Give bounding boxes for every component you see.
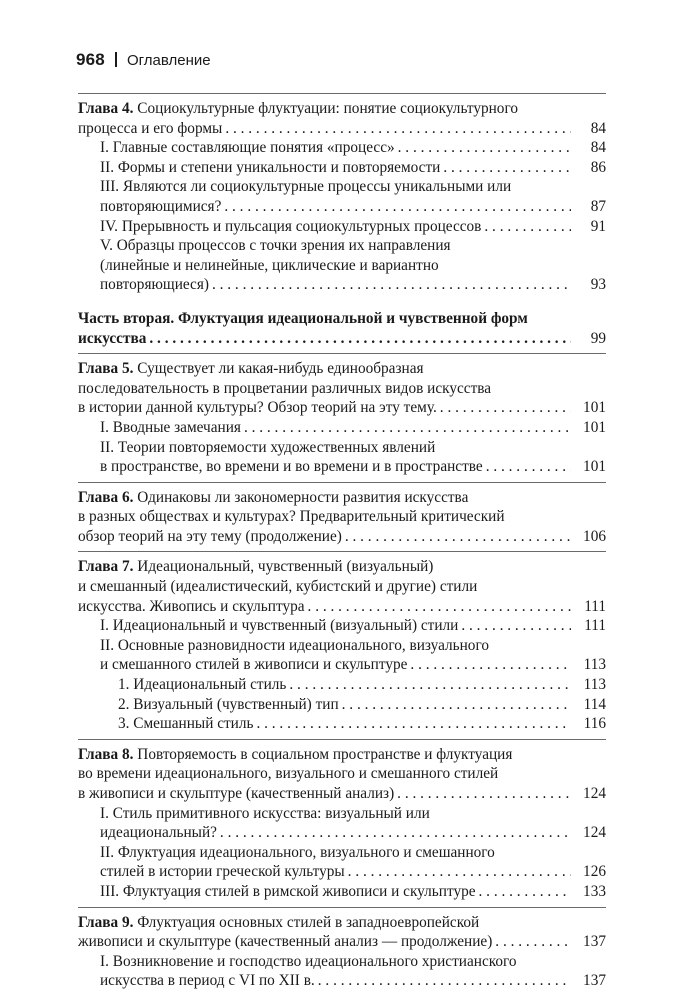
dot-leader (318, 971, 571, 991)
page-ref: 93 (590, 276, 606, 294)
page-ref: 101 (583, 399, 606, 417)
part-title-last[interactable] (78, 329, 606, 349)
entry-title: IV. Прерывность и пульсация социокультурных процессов (100, 217, 482, 235)
page-ref: 137 (583, 933, 606, 951)
chapter-title-last (78, 527, 606, 547)
page-ref: 113 (583, 676, 606, 694)
page-ref: 126 (583, 863, 606, 881)
dot-leader (479, 882, 571, 902)
chapter-title-last (78, 932, 606, 952)
table-of-contents (78, 88, 606, 991)
part-title-line: искусства (78, 329, 147, 347)
page-ref: 133 (583, 882, 606, 900)
chapter-title-line: и смешанный (идеалистический, кубистский и другие) стили (78, 578, 478, 596)
chapter-heading[interactable] (78, 488, 606, 508)
dot-leader (397, 784, 571, 804)
entry-title: в пространстве, во времени и во времени и в пространстве (100, 458, 483, 476)
toc-entry[interactable] (78, 138, 606, 158)
chapter-label: Глава 7. (78, 558, 134, 576)
dot-leader (484, 217, 571, 237)
toc-entry[interactable] (78, 655, 606, 675)
chapter-title-line: Одинаковы ли закономерности развития искусства (133, 488, 469, 506)
toc-entry[interactable] (78, 862, 606, 882)
page-ref: 106 (583, 527, 606, 545)
toc-subentry[interactable] (78, 675, 606, 695)
chapter-title-last (78, 398, 606, 418)
dot-leader (345, 527, 571, 547)
dot-leader (212, 275, 571, 295)
entry-title-line[interactable]: II. Теории повторяемости художественных явлений (100, 438, 436, 456)
chapter-label: Глава 6. (78, 488, 134, 506)
chapter-title-line: в разных обществах и культурах? Предварительный критический (78, 508, 505, 526)
chapter-title-line: Существует ли какая-нибудь единообразная (133, 360, 424, 378)
entry-title: I. Главные составляющие понятия «процесс» (100, 139, 395, 157)
toc-subentry[interactable] (78, 695, 606, 715)
page-ref: 91 (590, 217, 606, 235)
page-ref: 99 (590, 329, 606, 347)
dot-leader (398, 138, 571, 158)
chapter-title-line: в живописи и скульптуре (качественный анализ) (78, 785, 395, 802)
chapter-title-last (78, 119, 606, 139)
page-ref: 111 (584, 597, 606, 615)
dot-leader (348, 862, 571, 882)
header-separator (115, 52, 117, 67)
dot-leader (224, 197, 571, 217)
dot-leader (495, 932, 571, 952)
page-ref: 113 (583, 656, 606, 674)
dot-leader (440, 398, 571, 418)
chapter-label: Глава 4. (78, 100, 134, 117)
chapter-title-last (78, 597, 606, 617)
toc-part-2 (78, 309, 606, 348)
entry-title: I. Идеациональный и чувственный (визуальный) стили (100, 617, 459, 635)
chapter-label: Глава 9. (78, 913, 134, 931)
page-ref: 101 (583, 418, 606, 436)
chapter-title-line: Повторяемость в социальном пространстве и флуктуация (133, 745, 513, 763)
part-title-line[interactable]: Часть вторая. Флуктуация идеациональной и чувственной форм (78, 309, 528, 327)
entry-title: повторяющиеся) (100, 276, 209, 294)
chapter-heading[interactable] (78, 745, 606, 765)
page-ref: 114 (583, 695, 606, 713)
chapter-heading[interactable] (78, 557, 606, 577)
toc-entry[interactable] (78, 197, 606, 217)
toc-entry[interactable] (78, 275, 606, 295)
dot-leader (443, 158, 571, 178)
toc-subentry[interactable] (78, 714, 606, 734)
dot-leader (486, 457, 571, 477)
chapter-heading[interactable] (78, 359, 606, 379)
dot-leader (308, 597, 571, 617)
entry-title: стилей в истории греческой культуры (100, 863, 345, 881)
chapter-title-line: живописи и скульптуре (качественный анализ — продолжение) (78, 933, 493, 951)
page-ref: 111 (584, 617, 606, 635)
chapter-title-last (78, 784, 606, 804)
entry-title: 1. Идеациональный стиль (118, 676, 287, 694)
chapter-title-line: обзор теорий на эту тему (продолжение) (78, 527, 342, 545)
dot-leader (149, 329, 571, 349)
dot-leader (342, 695, 571, 715)
chapter-title-line: последовательность в процветании различных видов искусства (78, 379, 492, 397)
entry-title: I. Вводные замечания (100, 418, 241, 436)
chapter-title-line: во времени идеационального, визуального и смешанного стилей (78, 765, 499, 783)
entry-title: идеациональный? (100, 824, 217, 842)
page-ref: 101 (583, 458, 606, 476)
page-ref: 84 (590, 139, 606, 157)
running-header (76, 50, 211, 72)
page-ref: 84 (590, 119, 606, 137)
dot-leader (289, 675, 571, 695)
dot-leader (410, 655, 571, 675)
chapter-title-line: в истории данной культуры? Обзор теорий на эту тему. (78, 399, 437, 417)
chapter-label: Глава 5. (78, 360, 134, 378)
dot-leader (244, 418, 571, 438)
entry-title-line[interactable]: (линейные и нелинейные, циклические и вариантно (100, 256, 439, 274)
toc-entry[interactable] (78, 418, 606, 438)
toc-chapter-5 (78, 353, 606, 477)
toc-entry[interactable] (78, 882, 606, 902)
chapter-title-line: Социокультурные флуктуации: понятие социокультурного (133, 100, 518, 117)
entry-title: искусства в период с VI по XII в. (100, 972, 315, 990)
running-title: Оглавление (126, 52, 211, 69)
toc-entry[interactable] (78, 823, 606, 843)
page-ref: 137 (583, 972, 606, 990)
page-ref: 86 (590, 158, 606, 176)
toc-chapter-9 (78, 907, 606, 991)
toc-chapter-6 (78, 482, 606, 547)
entry-title: III. Флуктуация стилей в римской живописи и скульптуре (100, 882, 476, 900)
chapter-heading[interactable] (78, 913, 606, 933)
entry-title: 2. Визуальный (чувственный) тип (118, 695, 339, 713)
dot-leader (225, 119, 571, 139)
chapter-title-line: Флуктуация основных стилей в западноевропейской (133, 913, 480, 931)
toc-chapter-8 (78, 739, 606, 902)
entry-title-line[interactable]: V. Образцы процессов с точки зрения их направления (100, 237, 451, 255)
entry-title-line[interactable]: II. Флуктуация идеационального, визуального и смешанного (100, 843, 495, 861)
dot-leader (461, 616, 571, 636)
page-ref: 116 (583, 715, 606, 733)
entry-title: 3. Смешанный стиль (118, 715, 254, 733)
entry-title-line[interactable]: I. Стиль примитивного искусства: визуальный или (100, 804, 430, 822)
toc-chapter-7 (78, 551, 606, 733)
page-number: 968 (76, 50, 105, 69)
chapter-title-line: процесса и его формы (78, 119, 223, 137)
dot-leader (220, 823, 571, 843)
toc-entry[interactable] (78, 457, 606, 477)
chapter-title-line: искусства. Живопись и скульптура (78, 597, 305, 615)
entry-title: повторяющимися? (100, 197, 222, 215)
entry-title-line[interactable]: II. Основные разновидности идеационального, визуального (100, 636, 490, 654)
entry-title: II. Формы и степени уникальности и повторяемости (100, 158, 441, 176)
entry-title-line[interactable]: I. Возникновение и господство идеационального христианского (100, 952, 517, 970)
toc-entry[interactable] (78, 616, 606, 636)
toc-entry[interactable] (78, 971, 606, 991)
entry-title: и смешанного стилей в живописи и скульптуре (100, 656, 408, 674)
dot-leader (256, 714, 571, 734)
page-ref: 124 (583, 785, 606, 802)
page-ref: 124 (583, 824, 606, 842)
page-ref: 87 (590, 197, 606, 215)
toc-chapter-4 (78, 93, 606, 295)
toc-entry[interactable] (78, 158, 606, 178)
toc-entry[interactable] (78, 217, 606, 237)
entry-title-line[interactable]: III. Являются ли социокультурные процессы уникальными или (100, 178, 512, 196)
chapter-title-line: Идеациональный, чувственный (визуальный) (133, 558, 434, 576)
chapter-label: Глава 8. (78, 745, 134, 763)
chapter-heading[interactable] (78, 99, 606, 119)
